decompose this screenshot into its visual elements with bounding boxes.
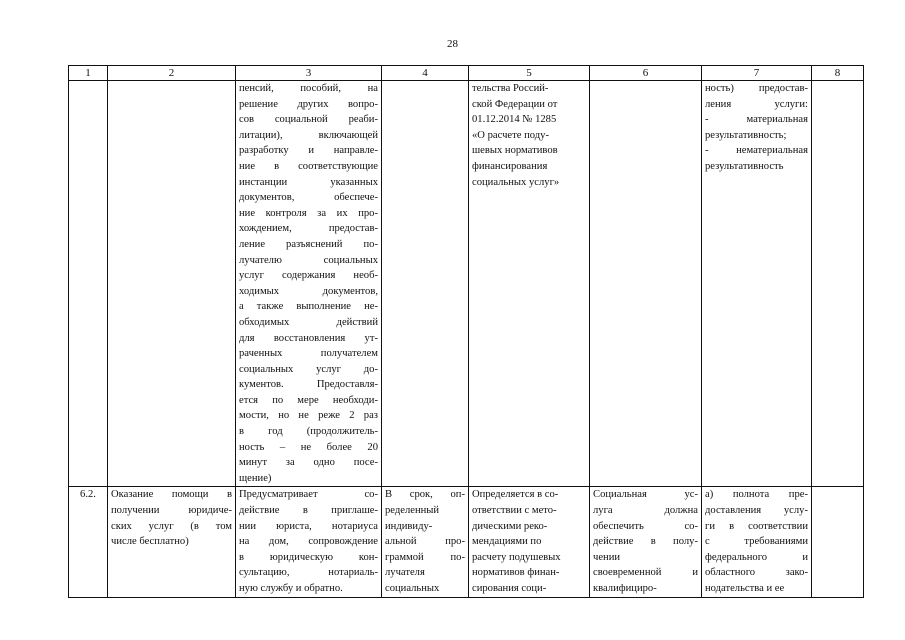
column-number-row <box>69 66 864 81</box>
text-line: разработку и направле- <box>239 145 378 157</box>
column-number: 4 <box>382 66 469 81</box>
text-line: щение) <box>239 472 272 484</box>
cell-row-number: 6.2. <box>69 487 108 597</box>
text-line: ность) предостав- <box>705 83 808 94</box>
text-line: дическими реко- <box>472 520 548 532</box>
text-line: ги в соответствии <box>705 520 808 532</box>
text-line: В срок, оп- <box>385 489 465 501</box>
text-line: в год (продолжитель- <box>239 426 378 438</box>
text-line: обеспечить со- <box>593 520 698 532</box>
text-line: ние в соответствующие <box>239 160 378 172</box>
text-line: минут за одно посе- <box>239 457 378 469</box>
text-line: социальных услуг до- <box>239 363 378 375</box>
text-line: действие в приглаше- <box>239 505 378 517</box>
text-line: для восстановления ут- <box>239 332 378 344</box>
text-line: чении <box>593 551 621 563</box>
text-line: пенсий, пособий, на <box>239 83 378 94</box>
text-line: а также выполнение не- <box>239 301 378 313</box>
cell-empty <box>382 81 469 487</box>
text-line: луга должна <box>593 505 698 517</box>
text-line: своевременной и <box>593 567 698 579</box>
text-line: а) полнота пре- <box>705 489 808 501</box>
cell-cost-basis <box>469 487 590 597</box>
text-line: индивиду- <box>385 520 433 532</box>
text-line: граммой по- <box>385 551 465 563</box>
cell-empty <box>812 487 864 597</box>
cell-delivery-term <box>382 487 469 597</box>
text-line: Оказание помощи в <box>111 489 232 501</box>
text-line: 01.12.2014 № 1285 <box>472 114 557 126</box>
text-line: шевых нормативов <box>472 145 558 157</box>
cell-conditions <box>590 487 702 597</box>
text-line: Предусматривает со- <box>239 489 378 501</box>
table-row-6-2 <box>69 487 864 597</box>
text-line: ских услуг (в том <box>111 520 232 532</box>
text-line: решение других вопро- <box>239 98 378 110</box>
text-line: нодательства и ее <box>705 583 785 594</box>
text-line: раченных получателем <box>239 348 378 360</box>
text-line: с требованиями <box>705 536 808 548</box>
text-line: финансирования <box>472 160 548 172</box>
text-line: литации), включающей <box>239 129 378 141</box>
text-line: ние контроля за их про- <box>239 207 378 219</box>
text-line: сультацию, нотариаль- <box>239 567 378 579</box>
text-line: сирования соци- <box>472 583 547 594</box>
cell-quality-indicators <box>702 81 812 487</box>
cell-empty <box>812 81 864 487</box>
text-line: нормативов финан- <box>472 567 560 579</box>
text-line: мости, но не реже 2 раз <box>239 410 378 422</box>
cell-service-description <box>236 81 382 487</box>
text-line: результативность; <box>705 129 787 141</box>
column-number: 5 <box>469 66 590 81</box>
text-line: обходимых действий <box>239 316 378 328</box>
column-number: 6 <box>590 66 702 81</box>
text-line: кументов. Предоставля- <box>239 379 378 391</box>
text-line: ную службу и обратно. <box>239 583 343 594</box>
text-line: ходимых документов, <box>239 285 378 297</box>
text-line: альной про- <box>385 536 465 548</box>
text-line: лучателю социальных <box>239 254 378 266</box>
text-line: ление разъяснений по- <box>239 238 378 250</box>
text-line: социальных услуг» <box>472 176 560 188</box>
text-line: на дом, сопровождение <box>239 536 378 548</box>
text-line: Определяется в со- <box>472 489 559 501</box>
text-line: областного зако- <box>705 567 808 579</box>
cell-empty <box>69 81 108 487</box>
text-line: лучателя <box>385 567 425 579</box>
text-line: услуг содержания необ- <box>239 270 378 282</box>
text-line: ответствии с мето- <box>472 505 557 517</box>
text-line: нии юриста, нотариуса <box>239 520 378 532</box>
text-line: ской Федерации от <box>472 98 558 110</box>
text-line: инстанции указанных <box>239 176 378 188</box>
text-line: квалифициро- <box>593 583 657 594</box>
cell-quality-indicators <box>702 487 812 597</box>
text-line: Социальная ус- <box>593 489 698 501</box>
column-number: 1 <box>69 66 108 81</box>
text-line: федерального и <box>705 551 808 563</box>
text-line: «О расчете поду- <box>472 129 549 141</box>
text-line: числе бесплатно) <box>111 536 189 548</box>
text-line: тельства Россий- <box>472 83 549 94</box>
text-line: социальных <box>385 583 440 594</box>
cell-empty <box>590 81 702 487</box>
text-line: получении юридиче- <box>111 505 232 517</box>
cell-cost-basis <box>469 81 590 487</box>
services-table <box>68 65 864 598</box>
text-line: ления услуги: <box>705 98 808 110</box>
text-line: - материальная <box>705 114 808 126</box>
page-number: 28 <box>447 38 458 50</box>
text-line: расчету подушевых <box>472 551 561 563</box>
text-line: ется по мере необходи- <box>239 394 378 406</box>
text-line: в юридическую кон- <box>239 551 378 563</box>
text-line: результативность <box>705 160 784 172</box>
cell-empty <box>108 81 236 487</box>
column-number: 7 <box>702 66 812 81</box>
text-line: хождением, предостав- <box>239 223 378 235</box>
text-line: ределенный <box>385 505 440 517</box>
column-number: 2 <box>108 66 236 81</box>
text-line: - нематериальная <box>705 145 808 157</box>
cell-service-description <box>236 487 382 597</box>
text-line: сов социальной реаби- <box>239 114 378 126</box>
cell-service-name <box>108 487 236 597</box>
column-number: 3 <box>236 66 382 81</box>
text-line: документов, обеспече- <box>239 192 378 204</box>
text-line: действие в полу- <box>593 536 698 548</box>
table-row-continued <box>69 81 864 487</box>
text-line: доставления услу- <box>705 505 808 517</box>
text-line: мендациями по <box>472 536 542 548</box>
text-line: ность – не более 20 <box>239 441 378 453</box>
column-number: 8 <box>812 66 864 81</box>
